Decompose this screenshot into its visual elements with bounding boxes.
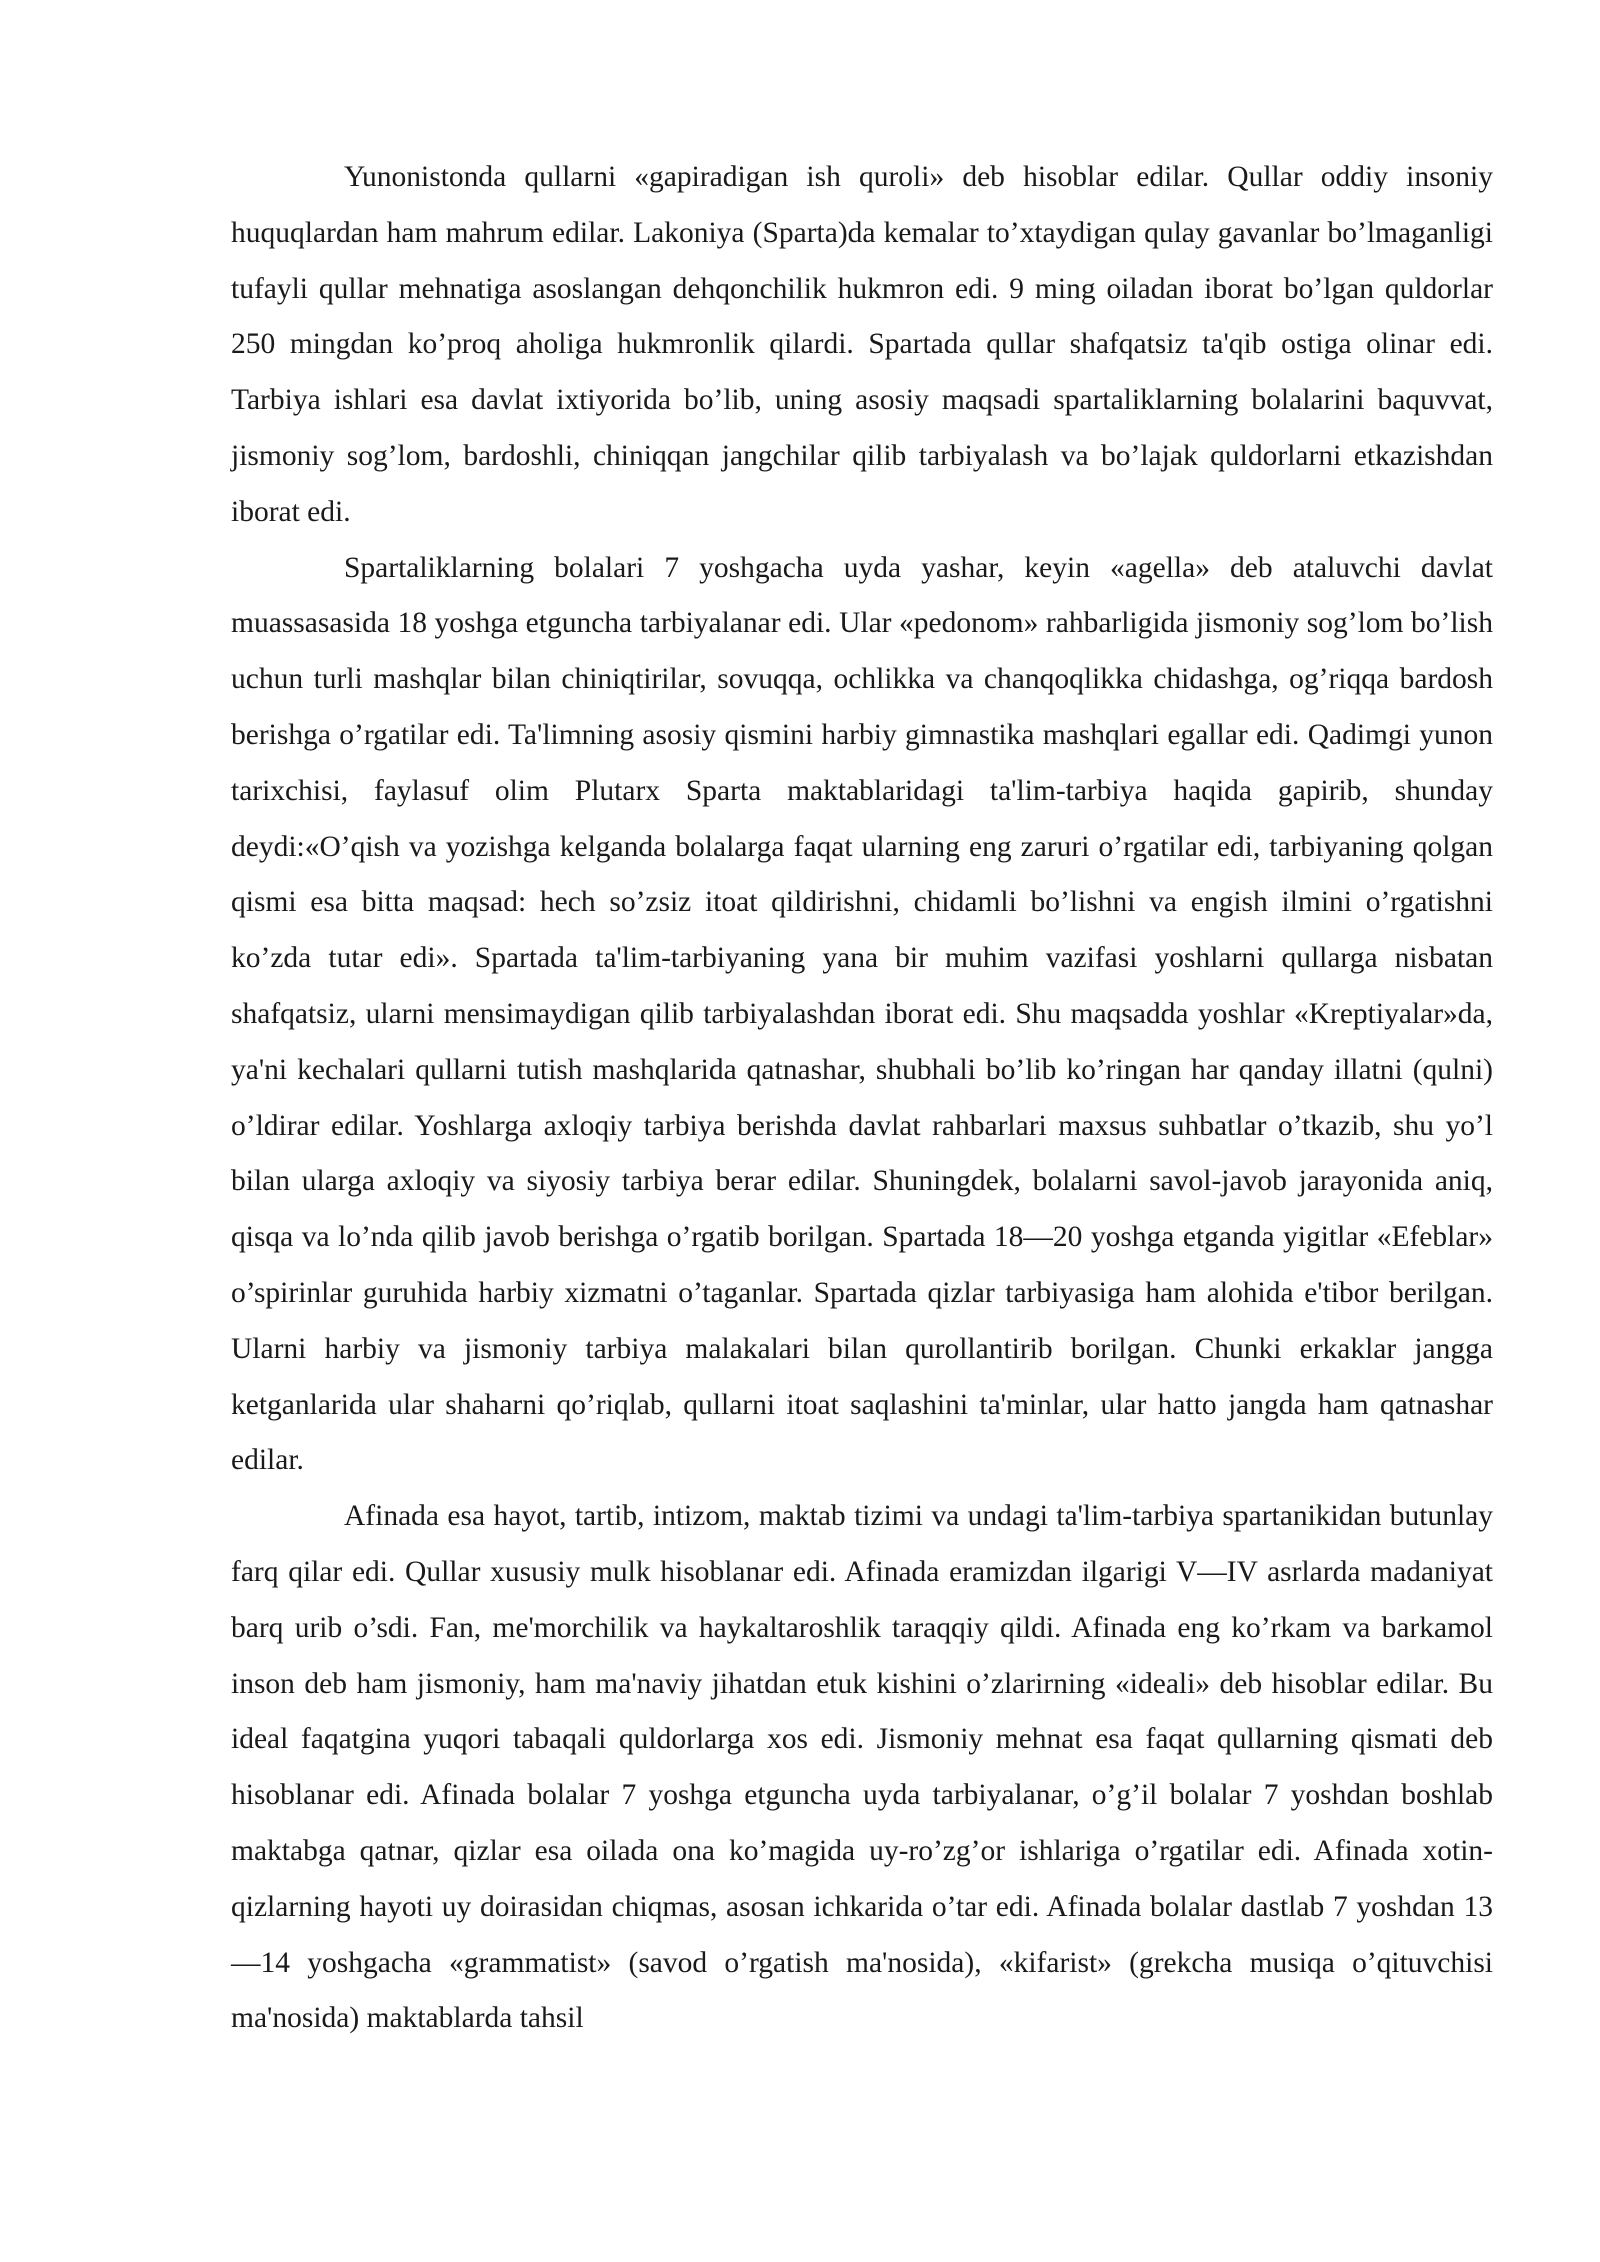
paragraph-athens-education: Afinada esa hayot, tartib, intizom, maktab tizimi va undagi ta'lim-tarbiya spartanikidan butunlay farq qilar edi. Qullar xususiy mulk hisoblanar edi. Afinada eramizdan ilgarigi V—IV asrlarda madaniyat barq urib o’sdi. Fan, me'morchilik va haykaltaroshlik taraqqiy qildi. Afinada eng ko’rkam va barkamol inson deb ham jismoniy, ham ma'naviy jihatdan etuk kishini o’zlarirning «ideali» deb hisoblar edilar. Bu ideal faqatgina yuqori tabaqali quldorlarga xos edi. Jismoniy mehnat esa faqat qullarning qismati deb hisoblanar edi. Afinada bolalar 7 yoshga etguncha uyda tarbiyalanar, o’g’il bolalar 7 yoshdan boshlab maktabga qatnar, qizlar esa oilada ona ko’magida uy-ro’zg’or ishlariga o’rgatilar edi. Afinada xotin-qizlarning hayoti uy doirasidan chiqmas, asosan ichkarida o’tar edi. Afinada bolalar dastlab 7 yoshdan 13—14 yoshgacha «grammatist» (savod o’rgatish ma'nosida), «kifarist» (grekcha musiqa o’qituvchisi ma'nosida) maktablarda tahsil xyxy=(231,1500,1493,2035)
paragraph-sparta-education: Spartaliklarning bolalari 7 yoshgacha uyda yashar, keyin «agella» deb ataluvchi davlat muassasasida 18 yoshga etguncha tarbiyalanar edi. Ular «pedonom» rahbarligida jismoniy sog’lom bo’lish uchun turli mashqlar bilan chiniqtirilar, sovuqqa, ochlikka va chanqoqlikka chidashga, og’riqqa bardosh berishga o’rgatilar edi. Ta'limning asosiy qismini harbiy gimnastika mashqlari egallar edi. Qadimgi yunon tarixchisi, faylasuf olim Plutarx Sparta maktablaridagi ta'lim-tarbiya haqida gapirib, shunday deydi:«O’qish va yozishga kelganda bolalarga faqat ularning eng zaruri o’rgatilar edi, tarbiyaning qolgan qismi esa bitta maqsad: hech so’zsiz itoat qildirishni, chidamli bo’lishni va engish ilmini o’rgatishni ko’zda tutar edi». Spartada ta'lim-tarbiyaning yana bir muhim vazifasi yoshlarni qullarga nisbatan shafqatsiz, ularni mensimaydigan qilib tarbiyalashdan iborat edi. Shu maqsadda yoshlar «Kreptiyalar»da, ya'ni kechalari qullarni tutish mashqlarida qatnashar, shubhali bo’lib ko’ringan har qanday illatni (qulni) o’ldirar edilar. Yoshlarga axloqiy tarbiya berishda davlat rahbarlari maxsus suhbatlar o’tkazib, shu yo’l bilan ularga axloqiy va siyosiy tarbiya berar edilar. Shuningdek, bolalarni savol-javob jarayonida aniq, qisqa va lo’nda qilib javob berishga o’rgatib borilgan. Spartada 18—20 yoshga etganda yigitlar «Efeblar» o’spirinlar guruhida harbiy xizmatni o’taganlar. Spartada qizlar tarbiyasiga ham alohida e'tibor berilgan. Ularni harbiy va jismoniy tarbiya malakalari bilan qurollantirib borilgan. Chunki erkaklar jangga ketganlarida ular shaharni qo’riqlab, qullarni itoat saqlashini ta'minlar, ular hatto jangda ham qatnashar edilar. xyxy=(231,551,1493,1477)
document-page xyxy=(231,150,1493,2047)
paragraph-greece-slaves: Yunonistonda qullarni «gapiradigan ish quroli» deb hisoblar edilar. Qullar oddiy insoniy huquqlardan ham mahrum edilar. Lakoniya (Sparta)da kemalar to’xtaydigan qulay gavanlar bo’lmaganligi tufayli qullar mehnatiga asoslangan dehqonchilik hukmron edi. 9 ming oiladan iborat bo’lgan quldorlar 250 mingdan ko’proq aholiga hukmronlik qilardi. Spartada qullar shafqatsiz ta'qib ostiga olinar edi. Tarbiya ishlari esa davlat ixtiyorida bo’lib, uning asosiy maqsadi spartaliklarning bolalarini baquvvat, jismoniy sog’lom, bardoshli, chiniqqan jangchilar qilib tarbiyalash va bo’lajak quldorlarni etkazishdan iborat edi. xyxy=(231,161,1493,528)
